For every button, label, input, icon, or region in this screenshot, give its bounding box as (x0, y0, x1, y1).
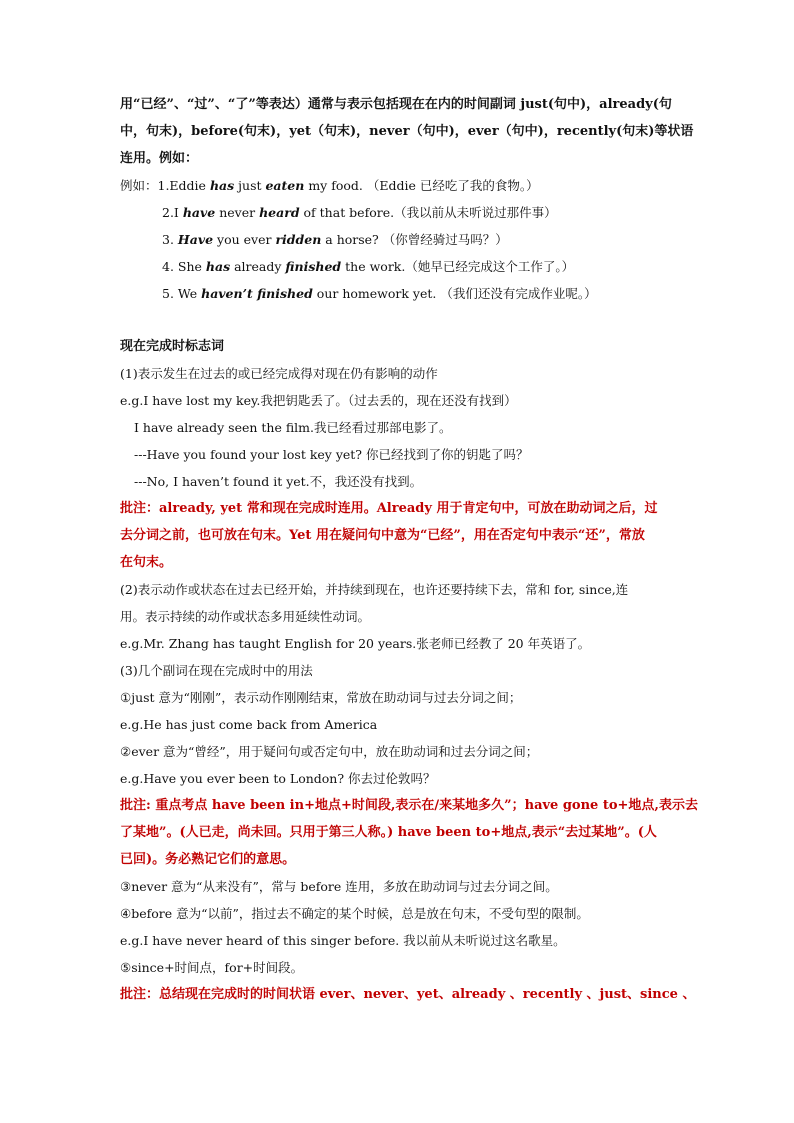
example-line: ---No, I haven’t found it yet.不，我还没有找到。 (134, 474, 423, 489)
usage-line: ②ever 意为“曾经”，用于疑问句或否定句中，放在助动词和过去分词之间； (120, 744, 539, 759)
usage-line: ⑤since+时间点，for+时间段。 (120, 960, 304, 975)
usage-line: ③never 意为“从来没有”，常与 before 连用，多放在助动词与过去分词之间。 (120, 879, 558, 894)
example-2: 2.I have never heard of that before.（我以前从未听说过那件事） (162, 205, 557, 220)
intro-line-2: 中，句末)，before(句末)，yet（句末)，never（句中)，ever（句中)，recently(句末)等状语 (120, 124, 694, 139)
usage-line: ①just 意为“刚刚”，表示动作刚刚结束，常放在助动词与过去分词之间； (120, 690, 522, 705)
example-3: 3. Have you ever ridden a horse? （你曾经骑过马吗？） (162, 232, 508, 247)
note-2-line: 已回)。务必熟记它们的意思。 (120, 852, 296, 867)
example-line: e.g.I have never heard of this singer before. 我以前从未听说过这名歌星。 (120, 933, 566, 948)
example-line: e.g.Mr. Zhang has taught English for 20 years.张老师已经教了 20 年英语了。 (120, 636, 591, 651)
note-1-line: 在句末。 (120, 555, 173, 570)
intro-line-3: 连用。例如： (120, 151, 199, 166)
example-line: e.g.I have lost my key.我把钥匙丢了。（过去丢的，现在还没有找到） (120, 393, 517, 408)
example-5: 5. We haven’t finished our homework yet. （我们还没有完成作业呢。） (162, 286, 597, 301)
note-2-line: 了某地”。(人已走，尚未回。只用于第三人称。) have been to+地点,表示“去过某地”。(人 (120, 825, 657, 840)
usage-line: (3)几个副词在现在完成时中的用法 (120, 663, 313, 678)
example-line: ---Have you found your lost key yet? 你已经找到了你的钥匙了吗？ (134, 447, 529, 462)
example-line: e.g.Have you ever been to London? 你去过伦敦吗？ (120, 771, 436, 786)
usage-line: ④before 意为“以前”，指过去不确定的某个时候，总是放在句末，不受句型的限制。 (120, 906, 589, 921)
usage-line: (1)表示发生在过去的或已经完成得对现在仍有影响的动作 (120, 366, 438, 381)
example-line: I have already seen the film.我已经看过那部电影了。 (134, 420, 452, 435)
note-2-line: 批注: 重点考点 have been in+地点+时间段,表示在/来某地多久”；have gone to+地点,表示去 (120, 798, 698, 813)
intro-line-1: 用“已经”、“过”、“了”等表达）通常与表示包括现在在内的时间副词 just(句中)，already(句 (120, 97, 672, 112)
example-4: 4. She has already finished the work.（她早已经完成这个工作了。） (162, 259, 575, 274)
section-title: 现在完成时标志词 (120, 339, 225, 354)
note-1-line: 批注：already, yet 常和现在完成时连用。Already 用于肯定句中，可放在助动词之后，过 (120, 501, 658, 516)
note-3-line: 批注：总结现在完成时的时间状语 ever、never、yet、already 、recently 、just、since 、 (120, 987, 696, 1002)
note-1-line: 去分词之前，也可放在句末。Yet 用在疑问句中意为“已经”，用在否定句中表示“还”，常放 (120, 528, 645, 543)
example-1: 例如：1.Eddie has just eaten my food. （Eddie 已经吃了我的食物。） (120, 178, 539, 193)
usage-line: 用。表示持续的动作或状态多用延续性动词。 (120, 609, 371, 624)
usage-line: (2)表示动作或状态在过去已经开始，并持续到现在，也许还要持续下去，常和 for, since,连 (120, 582, 629, 597)
example-line: e.g.He has just come back from America (120, 717, 378, 732)
